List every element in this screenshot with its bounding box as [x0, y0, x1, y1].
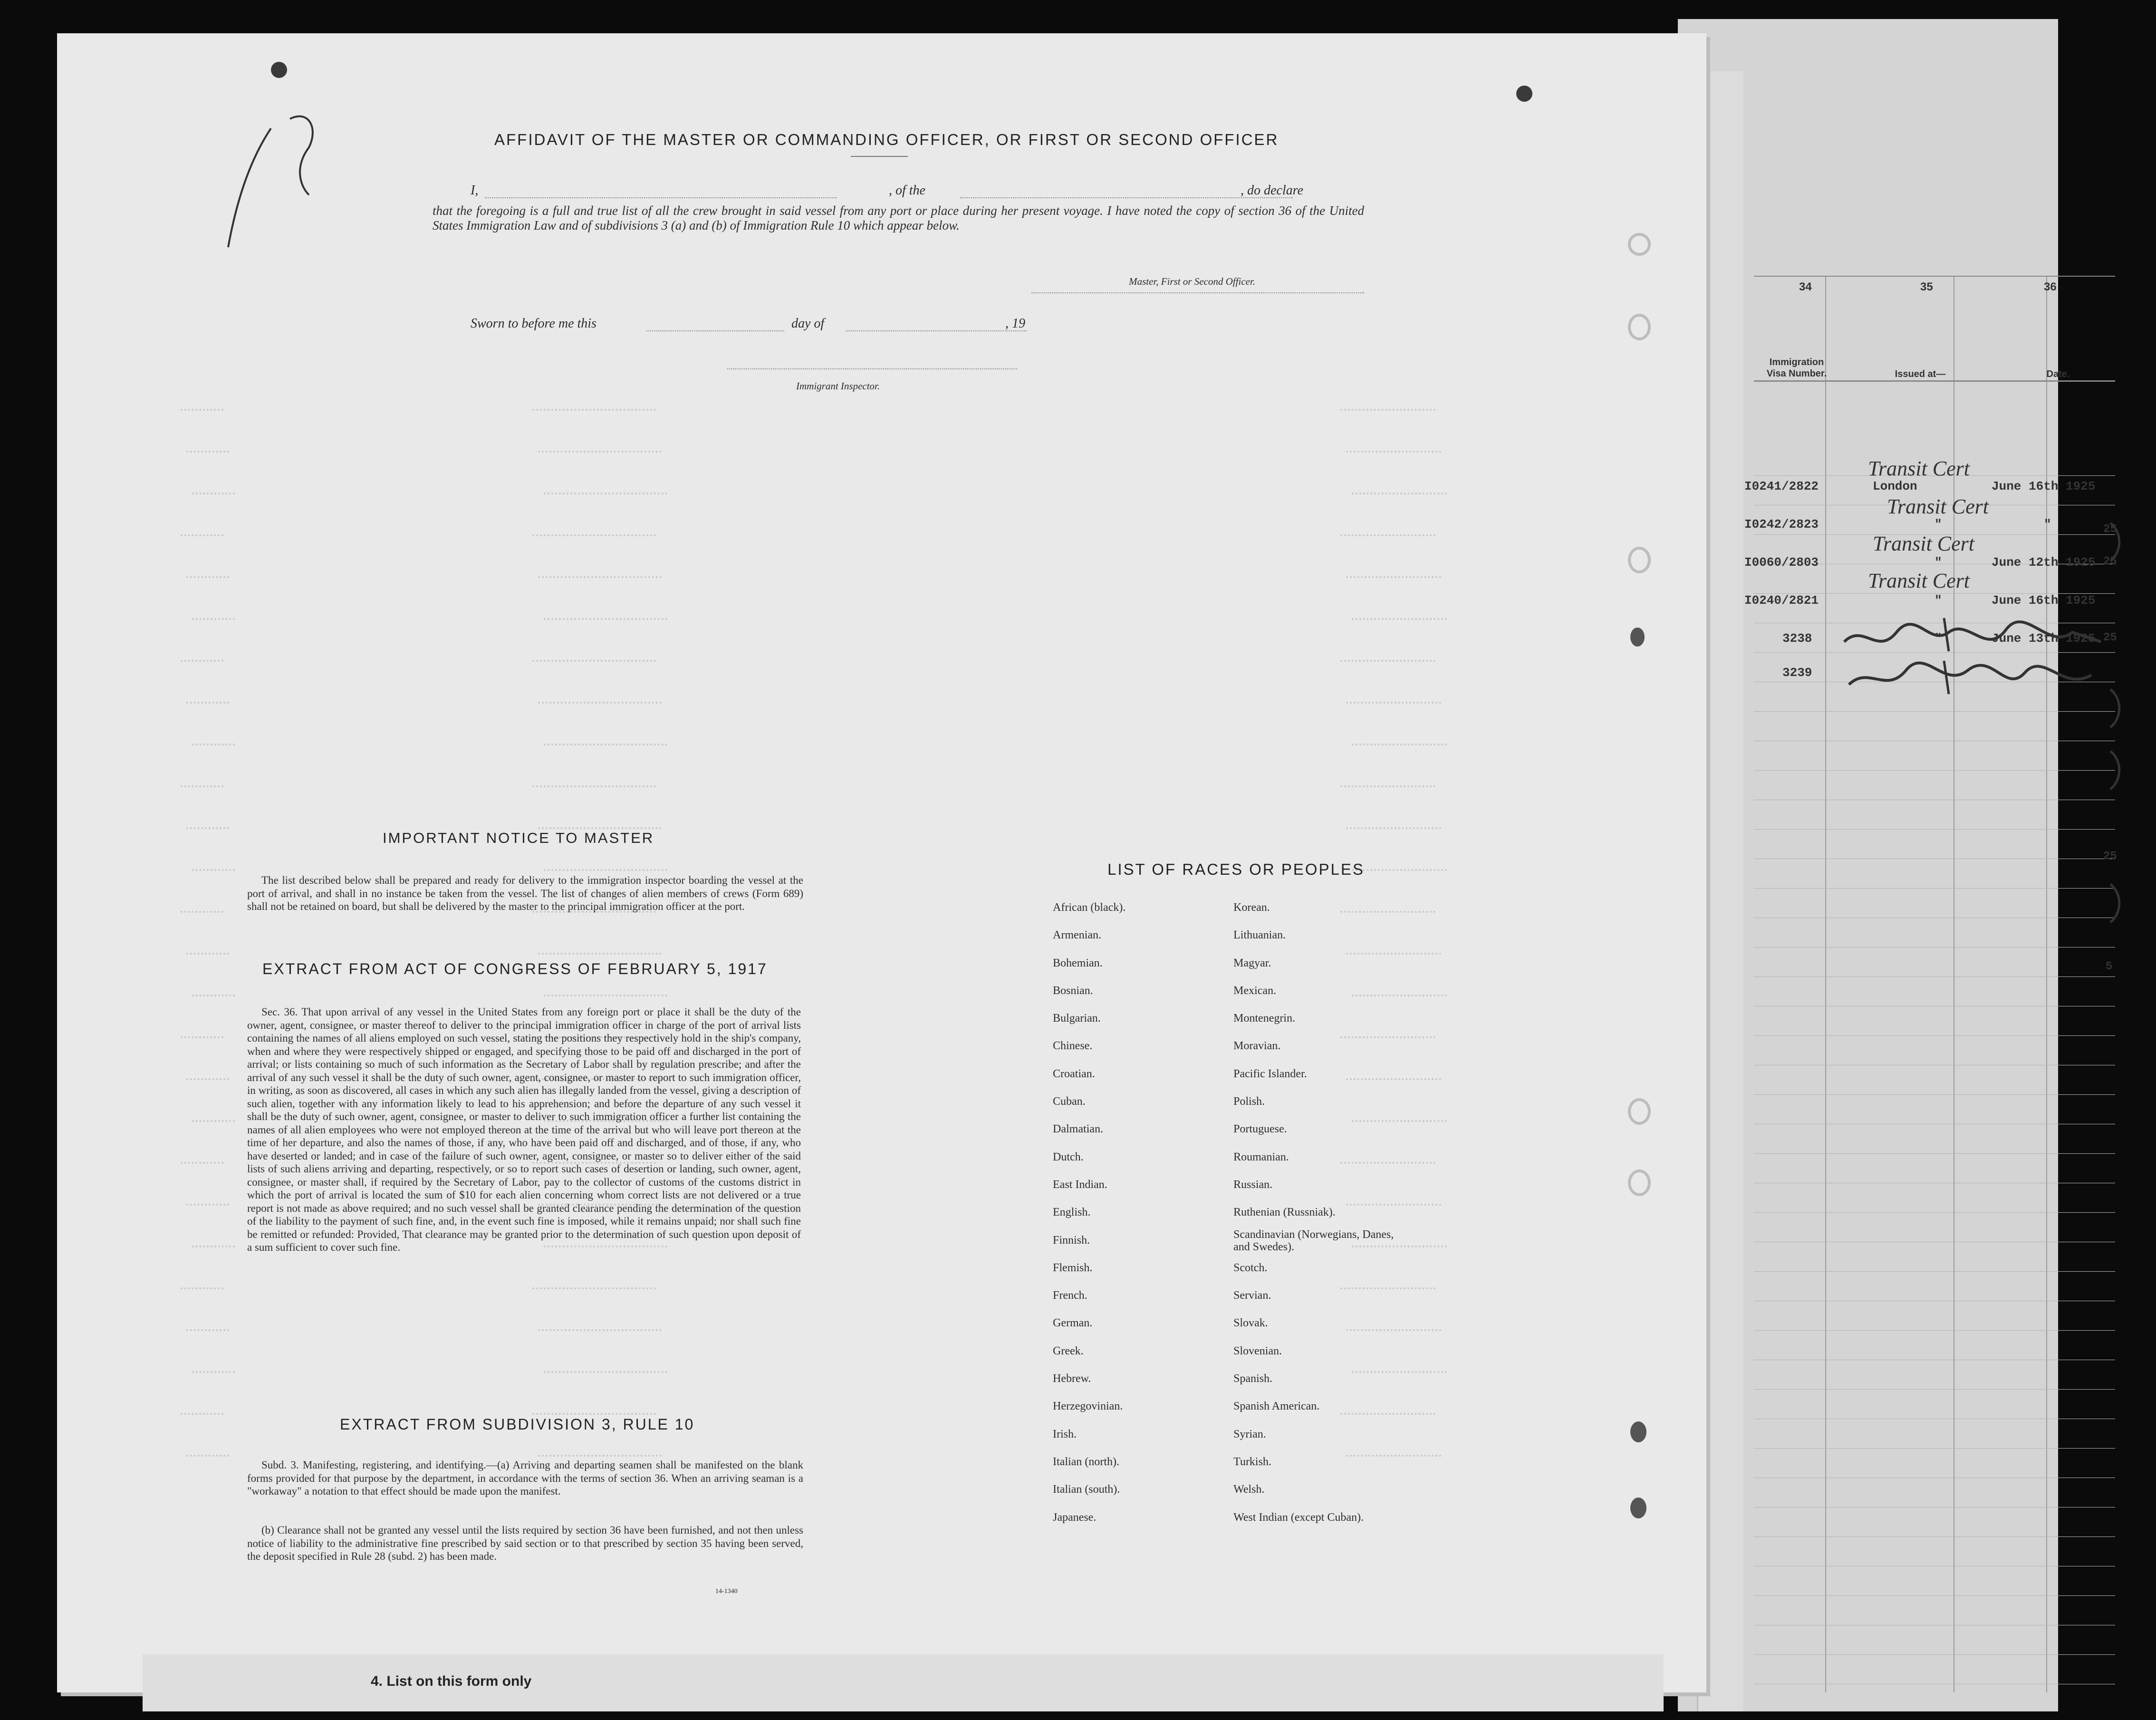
bleed-through-mark: [186, 827, 229, 829]
edge-mark: 25: [2103, 555, 2117, 568]
visa-number: I0240/2821: [1744, 593, 1819, 608]
race-entry: Dalmatian.: [1053, 1123, 1103, 1136]
race-entry: Scandinavian (Norwegians, Danes, and Swedes).: [1233, 1228, 1394, 1253]
edge-mark: 25: [2103, 523, 2117, 536]
bleed-through-mark: [1352, 744, 1447, 745]
bleed-through-mark: [544, 744, 667, 745]
bleed-through-mark: [186, 576, 229, 578]
affidavit-body: that the foregoing is a full and true list of all the crew brought in said vessel from any port or place during her present voyage. I have noted the copy of section 36 of the United States Immigration Law and of subdivisions 3 (a) and (b) of Immigration Rule 10 which appear below.: [433, 203, 1364, 232]
bleed-through-mark: [186, 451, 229, 453]
name-line: [485, 197, 837, 198]
bleed-through-mark: [186, 953, 229, 955]
rule-title: EXTRACT FROM SUBDIVISION 3, RULE 10: [340, 1416, 695, 1433]
race-entry: Magyar.: [1233, 957, 1271, 969]
race-entry: Bosnian.: [1053, 984, 1093, 997]
handwritten-note: Transit Cert: [1868, 457, 1970, 480]
bleed-through-mark: [1352, 618, 1447, 620]
sworn-day-line: [646, 330, 784, 331]
ledger-row-line: [1754, 1035, 2115, 1036]
race-entry: Greek.: [1053, 1344, 1084, 1357]
bleed-through-mark: [186, 1078, 229, 1080]
bleed-through-mark: [532, 534, 656, 536]
ledger-row-line: [1754, 1595, 2115, 1596]
ring-hole: [1628, 233, 1651, 256]
bleed-through-mark: [538, 953, 662, 955]
inspector-label: Immigrant Inspector.: [796, 380, 880, 392]
bleed-through-mark: [532, 785, 656, 787]
bleed-through-mark: [1352, 493, 1447, 494]
visa-date: ": [2044, 517, 2051, 531]
underlying-sheet: [143, 1654, 1664, 1711]
race-entry: Russian.: [1233, 1178, 1273, 1191]
ledger-row-line: [1754, 1094, 2115, 1095]
bleed-through-mark: [192, 618, 235, 620]
races-column-1: [1053, 894, 1126, 1531]
race-entry: Bohemian.: [1053, 957, 1103, 969]
bleed-through-mark: [538, 576, 662, 578]
affidavit-i: I,: [471, 183, 479, 198]
act-title: EXTRACT FROM ACT OF CONGRESS OF FEBRUARY 5, 1917: [262, 960, 768, 977]
race-entry: Japanese.: [1053, 1511, 1097, 1524]
ring-hole-dark: [1630, 1498, 1646, 1518]
race-entry: Montenegrin.: [1233, 1012, 1295, 1025]
bleed-through-mark: [181, 785, 223, 787]
bleed-through-mark: [181, 1162, 223, 1164]
race-entry: Croatian.: [1053, 1067, 1095, 1080]
bleed-through-mark: [538, 702, 662, 704]
ring-hole: [1628, 314, 1651, 340]
visa-date: June 16th 1925: [1992, 593, 2096, 608]
race-entry: Polish.: [1233, 1095, 1265, 1108]
title-rule: [851, 156, 908, 157]
edge-mark: 25: [2103, 631, 2117, 644]
race-entry: Servian.: [1233, 1289, 1271, 1302]
race-entry: Armenian.: [1053, 929, 1101, 942]
handwritten-note: Transit Cert: [1887, 495, 1989, 518]
issued-at: ": [1935, 555, 1942, 570]
bleed-through-mark: [538, 1455, 662, 1457]
race-entry: Chinese.: [1053, 1040, 1093, 1053]
bleed-through-mark: [544, 869, 667, 871]
ledger-row-line: [1754, 711, 2115, 712]
race-entry: Flemish.: [1053, 1261, 1093, 1274]
bleed-through-mark: [544, 618, 667, 620]
race-entry: Korean.: [1233, 901, 1270, 914]
bleed-through-mark: [186, 1204, 229, 1206]
bleed-through-mark: [538, 827, 662, 829]
handwritten-scribble: [1835, 613, 2115, 699]
race-entry: Irish.: [1053, 1428, 1077, 1440]
race-entry: Mexican.: [1233, 984, 1276, 997]
ledger-row-line: [1754, 1271, 2115, 1272]
bottom-strip-text: 4. List on this form only: [371, 1673, 532, 1689]
race-entry: Slovenian.: [1233, 1344, 1282, 1357]
handwritten-note: Transit Cert: [1868, 569, 1970, 592]
pencil-mark: [200, 100, 323, 252]
race-entry: Cuban.: [1053, 1095, 1086, 1108]
sworn-label: Sworn to before me this: [471, 316, 597, 331]
visa-date: June 13th 1925: [1992, 631, 2096, 646]
ring-hole: [1628, 1169, 1651, 1196]
ledger-row-line: [1754, 1212, 2115, 1213]
race-entry: Lithuanian.: [1233, 929, 1286, 942]
ledger-row-line: [1754, 1536, 2115, 1537]
bleed-through-mark: [192, 995, 235, 996]
race-entry: English.: [1053, 1206, 1091, 1219]
bleed-through-mark: [1346, 827, 1441, 829]
notice-title: IMPORTANT NOTICE TO MASTER: [383, 830, 654, 846]
rule-para-b: (b) Clearance shall not be granted any vessel until the lists required by section 36 have been furnished, and not then unless notice of liability to the administrative fine prescribed by said section or to that prescribed by section 35 having been served, the deposit specified in Rule 28 (subd. 2) has been made.: [247, 1524, 803, 1562]
bleed-through-mark: [1340, 534, 1435, 536]
race-entry: Turkish.: [1233, 1455, 1271, 1468]
bleed-through-mark: [192, 869, 235, 871]
bleed-through-mark: [192, 744, 235, 745]
bleed-through-mark: [181, 660, 223, 662]
race-entry: Spanish.: [1233, 1372, 1273, 1385]
bleed-through-mark: [1346, 702, 1441, 704]
punch-hole: [271, 62, 287, 78]
bleed-through-mark: [181, 1413, 223, 1415]
race-entry: Herzegovinian.: [1053, 1400, 1123, 1413]
bleed-through-mark: [186, 702, 229, 704]
affidavit-page: [57, 33, 1706, 1692]
ledger-row-line: [1754, 1389, 2115, 1390]
bleed-through-mark: [538, 451, 662, 453]
race-entry: Welsh.: [1233, 1483, 1265, 1496]
races-title: LIST OF RACES OR PEOPLES: [1107, 860, 1365, 878]
bleed-through-mark: [181, 409, 223, 411]
visa-date: June 12th 1925: [1992, 555, 2096, 570]
bleed-through-mark: [192, 1246, 235, 1247]
ledger-col-line: [1825, 276, 1826, 1692]
bleed-through-mark: [192, 493, 235, 494]
rule-para-a: Subd. 3. Manifesting, registering, and identifying.—(a) Arriving and departing seamen shall be manifested on the blank forms provided for that purpose by the department, in accordance with the terms of section 36. When an arriving seaman is a "workaway" a notation to that effect should be made upon the manifest.: [247, 1459, 803, 1497]
visa-ledger: [1744, 247, 2117, 1692]
issued-at: ": [1935, 593, 1942, 608]
visa-number: I0242/2823: [1744, 517, 1819, 531]
races-column-2: [1233, 894, 1405, 1531]
issued-at: ": [1935, 517, 1942, 531]
issued-at: ": [1935, 631, 1942, 646]
ledger-row-line: [1754, 1448, 2115, 1449]
bleed-through-mark: [532, 660, 656, 662]
affidavit-declare: , do declare: [1241, 183, 1303, 198]
ledger-row-line: [1754, 1330, 2115, 1331]
form-number: 14-1340: [715, 1588, 738, 1595]
bleed-through-mark: [186, 1455, 229, 1457]
race-entry: Bulgarian.: [1053, 1012, 1101, 1025]
bleed-through-mark: [538, 1329, 662, 1331]
visa-number: I0060/2803: [1744, 555, 1819, 570]
visa-number: 3238: [1782, 631, 1812, 646]
race-entry: German.: [1053, 1317, 1093, 1330]
edge-mark: 25: [2103, 850, 2117, 863]
affidavit-of-the: , of the: [889, 183, 925, 198]
col-number-35: 35: [1920, 280, 1933, 293]
bleed-through-mark: [1340, 409, 1435, 411]
ledger-row-line: [1754, 1654, 2115, 1655]
race-entry: Moravian.: [1233, 1040, 1281, 1053]
ledger-row-line: [1754, 1153, 2115, 1154]
bleed-through-mark: [1340, 660, 1435, 662]
bleed-through-mark: [1346, 451, 1441, 453]
race-entry: Spanish American.: [1233, 1400, 1320, 1413]
sworn-month-line: [846, 330, 1027, 331]
ledger-row-line: [1754, 829, 2115, 830]
race-entry: Roumanian.: [1233, 1150, 1289, 1163]
act-body: Sec. 36. That upon arrival of any vessel in the United States from any foreign port or place it shall be the duty of the owner, agent, consignee, or master thereof to deliver to the principal immigration officer in charge of the port of arrival lists containing the names of all aliens employed on such vessel, stating the positions they respectively hold in the ship's company, when and where they were respectively shipped or engaged, and specifying those to be paid off and discharged in the port of arrival; or lists containing so much of such information as the Secretary of Labor shall by regulation prescribe; and after the arrival of any such vessel it shall be the duty of such owner, agent, consignee, or master to report to such immigration officer, in writing, as soon as discovered, all cases in which any such alien has illegally landed from the vessel, giving a description of such alien, together with any information likely to lead to his apprehension; and before the departure of any such vessel it shall be the duty of such owner, agent, consignee, or master to deliver to such immigration officer a further list containing the names of all alien employees who were not employed thereon at the time of the arrival but who will leave port thereon at the time of her departure, and also the names of those, if any, who have been paid off and discharged, and of those, if any, who have deserted or landed; and in case of the failure of such owner, agent, consignee, or master so to deliver either of the said lists of such aliens arriving and departing, respectively, or so to report such cases of desertion or landing, such owner, agent, consignee, or master shall, if required by the Secretary of Labor, pay to the collector of customs of the customs district in which the port of arrival is located the sum of $10 for each alien concerning whom correct lists are not delivered or a true report is not made as above required; and no such vessel shall be granted clearance pending the determination of the question of the liability to the payment of such fine, and, in the event such fine is imposed, while it remains unpaid; nor shall such fine be remitted or refunded: Provided, That clearance may be granted prior to the determination of such question upon deposit of a sum sufficient to cover such fine.: [247, 1006, 801, 1253]
visa-number: I0241/2822: [1744, 479, 1819, 493]
bleed-through-mark: [181, 1036, 223, 1038]
visa-date: June 16th 1925: [1992, 479, 2096, 493]
col-number-34: 34: [1799, 280, 1812, 293]
ledger-rule: [1754, 276, 2115, 277]
day-of-label: day of: [791, 316, 825, 331]
bleed-through-mark: [181, 534, 223, 536]
race-entry: Hebrew.: [1053, 1372, 1091, 1385]
bleed-through-mark: [186, 1329, 229, 1331]
affidavit-title: AFFIDAVIT OF THE MASTER OR COMMANDING OFFICER, OR FIRST OR SECOND OFFICER: [494, 131, 1279, 148]
bleed-through-mark: [192, 1371, 235, 1373]
year-label: , 19: [1005, 316, 1025, 331]
race-entry: Pacific Islander.: [1233, 1067, 1307, 1080]
ledger-rule: [1754, 380, 2115, 382]
col-header-issued: Issued at—: [1895, 369, 1946, 379]
race-entry: Scotch.: [1233, 1261, 1268, 1274]
col-number-36: 36: [2044, 280, 2057, 293]
edge-mark: 5: [2106, 960, 2113, 973]
bleed-through-mark: [532, 409, 656, 411]
race-entry: Finnish.: [1053, 1234, 1090, 1247]
race-entry: Italian (south).: [1053, 1483, 1120, 1496]
race-entry: Italian (north).: [1053, 1455, 1119, 1468]
bleed-through-mark: [1352, 869, 1447, 871]
bleed-through-mark: [1346, 576, 1441, 578]
bleed-through-mark: [544, 995, 667, 996]
ring-hole-dark: [1630, 1421, 1646, 1442]
race-entry: Dutch.: [1053, 1150, 1084, 1163]
bleed-through-mark: [544, 1371, 667, 1373]
ledger-row-line: [1754, 976, 2115, 977]
handwritten-note: Transit Cert: [1873, 532, 1974, 555]
race-entry: West Indian (except Cuban).: [1233, 1511, 1364, 1524]
bleed-through-mark: [1340, 785, 1435, 787]
bleed-through-mark: [544, 493, 667, 494]
race-entry: African (black).: [1053, 901, 1126, 914]
issued-at: London: [1873, 479, 1917, 493]
inspector-line: [727, 368, 1017, 369]
race-entry: Portuguese.: [1233, 1123, 1287, 1136]
notice-body: The list described below shall be prepared and ready for delivery to the immigration inspector boarding the vessel at the port of arrival, and shall in no instance be taken from the vessel. The list of changes of alien members of crews (Form 689) shall not be retained on board, but shall be delivered by the master to the principal immigration officer at the port.: [247, 874, 803, 912]
race-entry: Slovak.: [1233, 1317, 1268, 1330]
race-entry: Ruthenian (Russniak).: [1233, 1206, 1336, 1219]
signature-label: Master, First or Second Officer.: [1129, 276, 1255, 287]
race-entry: East Indian.: [1053, 1178, 1107, 1191]
ledger-row-line: [1754, 770, 2115, 771]
bleed-through-mark: [532, 1287, 656, 1289]
bleed-through-mark: [192, 1120, 235, 1122]
ledger-row-line: [1754, 888, 2115, 889]
ring-hole-dark: [1630, 628, 1645, 647]
punch-hole: [1516, 86, 1532, 102]
signature-line: [1031, 292, 1364, 293]
visa-number: 3239: [1782, 666, 1812, 680]
race-entry: French.: [1053, 1289, 1088, 1302]
bleed-through-mark: [181, 911, 223, 913]
bleed-through-mark: [532, 1413, 656, 1415]
ring-hole: [1628, 1098, 1651, 1125]
ring-hole: [1628, 547, 1651, 573]
col-header-date: Date.: [2046, 369, 2070, 379]
bleed-through-mark: [181, 1287, 223, 1289]
col-header-visa: Immigration Visa Number.: [1766, 357, 1827, 379]
race-entry: Syrian.: [1233, 1428, 1266, 1440]
